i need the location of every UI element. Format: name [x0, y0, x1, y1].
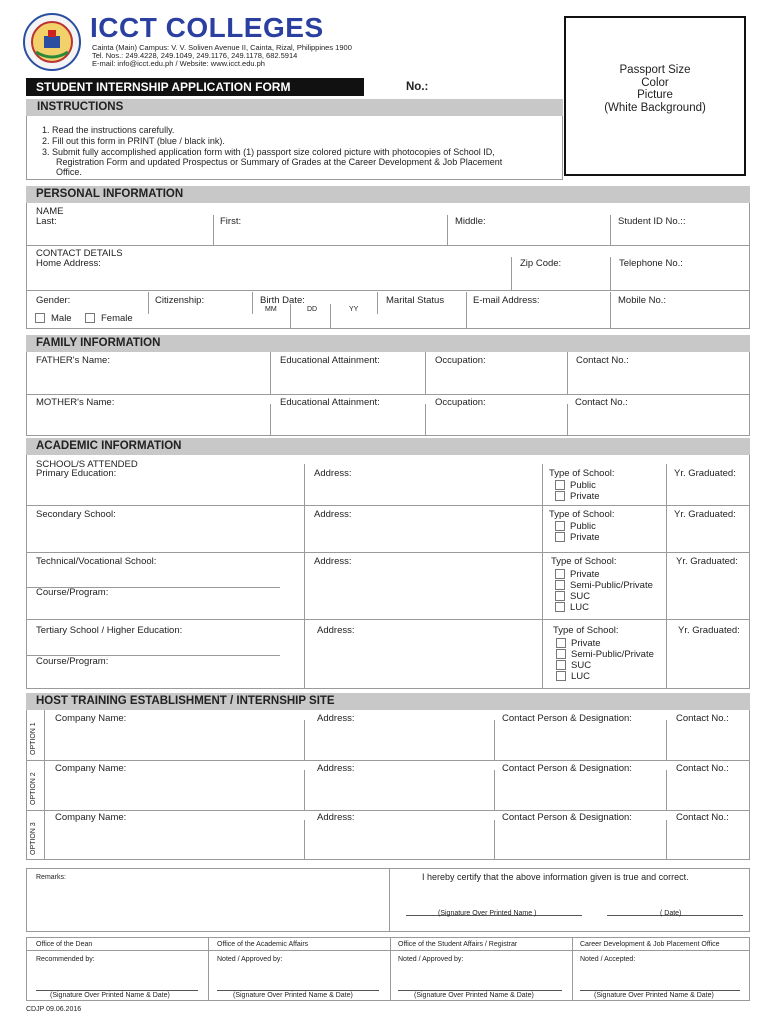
remarks-box[interactable] — [26, 868, 390, 932]
form-title: STUDENT INTERNSHIP APPLICATION FORM — [36, 80, 291, 94]
student-affairs-signature-label: (Signature Over Printed Name & Date) — [414, 992, 534, 999]
personal-info-heading: PERSONAL INFORMATION — [26, 186, 750, 203]
primary-year-graduated-field[interactable]: Yr. Graduated: — [674, 468, 736, 479]
luc-label: LUC — [570, 602, 590, 613]
mother-education-field[interactable]: Educational Attainment: — [280, 397, 380, 408]
telephone-field[interactable]: Telephone No.: — [619, 258, 683, 269]
name-label: NAME — [36, 206, 64, 217]
career-signature-label: (Signature Over Printed Name & Date) — [594, 992, 714, 999]
gender-label: Gender: — [36, 295, 71, 306]
option3-company-field[interactable]: Company Name: — [55, 812, 127, 823]
semi-public-label: Semi-Public/Private — [571, 649, 654, 660]
technical-luc-checkbox[interactable] — [555, 602, 565, 612]
technical-year-graduated-field[interactable]: Yr. Graduated: — [676, 556, 738, 567]
noted-approved-label: Noted / Approved by: — [398, 956, 464, 963]
semi-public-label: Semi-Public/Private — [570, 580, 653, 591]
secondary-public-checkbox[interactable] — [555, 521, 565, 531]
photo-line-3: Picture — [637, 89, 673, 101]
private-label: Private — [570, 491, 600, 502]
schools-attended-label: SCHOOL/S ATTENDED — [36, 459, 138, 470]
mobile-number-field[interactable]: Mobile No.: — [618, 295, 667, 306]
technical-course-field[interactable]: Course/Program: — [36, 587, 109, 598]
academic-signature-label: (Signature Over Printed Name & Date) — [233, 992, 353, 999]
home-address-field[interactable]: Home Address: — [36, 258, 101, 269]
technical-address-field[interactable]: Address: — [314, 556, 352, 567]
certification-statement: I hereby certify that the above information given is true and correct. — [422, 872, 689, 882]
suc-label: SUC — [571, 660, 592, 671]
form-number-label: No.: — [406, 81, 429, 93]
private-label: Private — [570, 532, 600, 543]
host-training-heading: HOST TRAINING ESTABLISHMENT / INTERNSHIP SITE — [26, 693, 750, 710]
instruction-item: Registration Form and updated Prospectus or Summary of Grades at the Career Development & Job Placement — [56, 157, 503, 167]
option3-contact-person-field[interactable]: Contact Person & Designation: — [502, 812, 632, 823]
last-name-field[interactable]: Last: — [36, 216, 57, 227]
technical-private-checkbox[interactable] — [555, 569, 565, 579]
option2-address-field[interactable]: Address: — [317, 763, 355, 774]
public-label: Public — [570, 480, 596, 491]
photo-line-1: Passport Size — [619, 64, 691, 76]
primary-education-field[interactable]: Primary Education: — [36, 468, 117, 479]
photo-instructions — [566, 64, 744, 114]
tertiary-year-graduated-field[interactable]: Yr. Graduated: — [678, 625, 740, 636]
primary-private-checkbox[interactable] — [555, 491, 565, 501]
private-label: Private — [570, 569, 600, 580]
father-education-field[interactable]: Educational Attainment: — [280, 355, 380, 366]
technical-school-field[interactable]: Technical/Vocational School: — [36, 556, 157, 567]
option-3-label: OPTION 3 — [30, 822, 37, 855]
birth-day-label: DD — [307, 306, 318, 313]
instruction-item: 3. Submit fully accomplished application form with (1) passport size colored picture with photocopies of School ID, — [42, 147, 495, 157]
photo-line-4: (White Background) — [604, 101, 706, 114]
technical-suc-checkbox[interactable] — [555, 591, 565, 601]
office-career-label: Career Development & Job Placement Office — [580, 941, 720, 948]
option3-contact-no-field[interactable]: Contact No.: — [676, 812, 729, 823]
technical-semi-public-checkbox[interactable] — [555, 580, 565, 590]
college-name: ICCT COLLEGES — [90, 12, 324, 43]
tertiary-semi-public-checkbox[interactable] — [556, 649, 566, 659]
contact-details-label: CONTACT DETAILS — [36, 248, 123, 259]
option3-address-field[interactable]: Address: — [317, 812, 355, 823]
email-address-field[interactable]: E-mail Address: — [473, 295, 540, 306]
telephone-numbers: Tel. Nos.: 249.4228, 249.1049, 249.1176, 249.1178, 682.5914 — [92, 51, 298, 60]
host-training-box — [26, 710, 750, 860]
photo-line-2: Color — [641, 76, 669, 89]
birth-year-label: YY — [349, 306, 359, 313]
tertiary-school-field[interactable]: Tertiary School / Higher Education: — [36, 625, 183, 636]
male-checkbox[interactable] — [35, 313, 45, 323]
tertiary-course-field[interactable]: Course/Program: — [36, 656, 109, 667]
option2-contact-no-field[interactable]: Contact No.: — [676, 763, 729, 774]
instructions-heading: INSTRUCTIONS — [37, 101, 124, 113]
noted-accepted-label: Noted / Accepted: — [580, 956, 636, 963]
applicant-date-label: ( Date) — [660, 910, 682, 917]
option-1-label: OPTION 1 — [30, 722, 37, 755]
secondary-school-type-label: Type of School: — [549, 509, 615, 520]
birth-month-label: MM — [265, 306, 277, 313]
noted-approved-label: Noted / Approved by: — [217, 956, 283, 963]
primary-public-checkbox[interactable] — [555, 480, 565, 490]
office-dean-label: Office of the Dean — [36, 941, 93, 948]
college-logo — [22, 12, 82, 72]
primary-school-type-label: Type of School: — [549, 468, 615, 479]
luc-label: LUC — [571, 671, 591, 682]
office-student-affairs-label: Office of the Student Affairs / Registrar — [398, 941, 518, 948]
male-label: Male — [51, 313, 72, 324]
marital-status-field[interactable]: Marital Status — [386, 295, 445, 306]
father-occupation-field[interactable]: Occupation: — [435, 355, 486, 366]
option1-company-field[interactable]: Company Name: — [55, 713, 127, 724]
instruction-item: 2. Fill out this form in PRINT (blue / black ink). — [42, 136, 225, 146]
remarks-label: Remarks: — [36, 874, 66, 881]
secondary-school-field[interactable]: Secondary School: — [36, 509, 116, 520]
secondary-year-graduated-field[interactable]: Yr. Graduated: — [674, 509, 736, 520]
dean-signature-label: (Signature Over Printed Name & Date) — [50, 992, 170, 999]
campus-address: Cainta (Main) Campus: V. V. Soliven Avenue II, Cainta, Rizal, Philippines 1900 — [92, 43, 352, 52]
option1-contact-no-field[interactable]: Contact No.: — [676, 713, 729, 724]
mother-name-field[interactable]: MOTHER's Name: — [36, 397, 115, 408]
father-contact-field[interactable]: Contact No.: — [576, 355, 629, 366]
instruction-item: Office. — [56, 167, 82, 177]
tertiary-school-type-label: Type of School: — [553, 625, 619, 636]
academic-info-heading: ACADEMIC INFORMATION — [26, 438, 750, 455]
contact-email-website: E-mail: info@icct.edu.ph / Website: www.icct.edu.ph — [92, 59, 265, 68]
instruction-item: 1. Read the instructions carefully. — [42, 125, 175, 135]
student-id-field[interactable]: Student ID No.:: — [618, 216, 686, 227]
form-code: CDJP 09.06.2016 — [26, 1006, 82, 1013]
office-academic-label: Office of the Academic Affairs — [217, 941, 309, 948]
secondary-address-field[interactable]: Address: — [314, 509, 352, 520]
primary-address-field[interactable]: Address: — [314, 468, 352, 479]
option1-address-field[interactable]: Address: — [317, 713, 355, 724]
suc-label: SUC — [570, 591, 591, 602]
father-name-field[interactable]: FATHER's Name: — [36, 355, 110, 366]
family-info-heading: FAMILY INFORMATION — [26, 335, 750, 352]
tertiary-luc-checkbox[interactable] — [556, 671, 566, 681]
first-name-field[interactable]: First: — [220, 216, 242, 227]
female-checkbox[interactable] — [85, 313, 95, 323]
mother-contact-field[interactable]: Contact No.: — [575, 397, 628, 408]
recommended-by-label: Recommended by: — [36, 956, 95, 963]
option2-company-field[interactable]: Company Name: — [55, 763, 127, 774]
public-label: Public — [570, 521, 596, 532]
option1-contact-person-field[interactable]: Contact Person & Designation: — [502, 713, 632, 724]
option2-contact-person-field[interactable]: Contact Person & Designation: — [502, 763, 632, 774]
tertiary-private-checkbox[interactable] — [556, 638, 566, 648]
option-2-label: OPTION 2 — [30, 772, 37, 805]
applicant-signature-label: (Signature Over Printed Name ) — [438, 910, 537, 917]
mother-occupation-field[interactable]: Occupation: — [435, 397, 486, 408]
middle-name-field[interactable]: Middle: — [455, 216, 486, 227]
birth-date-field[interactable]: Birth Date: — [260, 295, 305, 306]
technical-school-type-label: Type of School: — [551, 556, 617, 567]
private-label: Private — [571, 638, 601, 649]
female-label: Female — [101, 313, 133, 324]
tertiary-address-field[interactable]: Address: — [317, 625, 355, 636]
zip-code-field[interactable]: Zip Code: — [520, 258, 562, 269]
tertiary-suc-checkbox[interactable] — [556, 660, 566, 670]
secondary-private-checkbox[interactable] — [555, 532, 565, 542]
citizenship-field[interactable]: Citizenship: — [155, 295, 205, 306]
